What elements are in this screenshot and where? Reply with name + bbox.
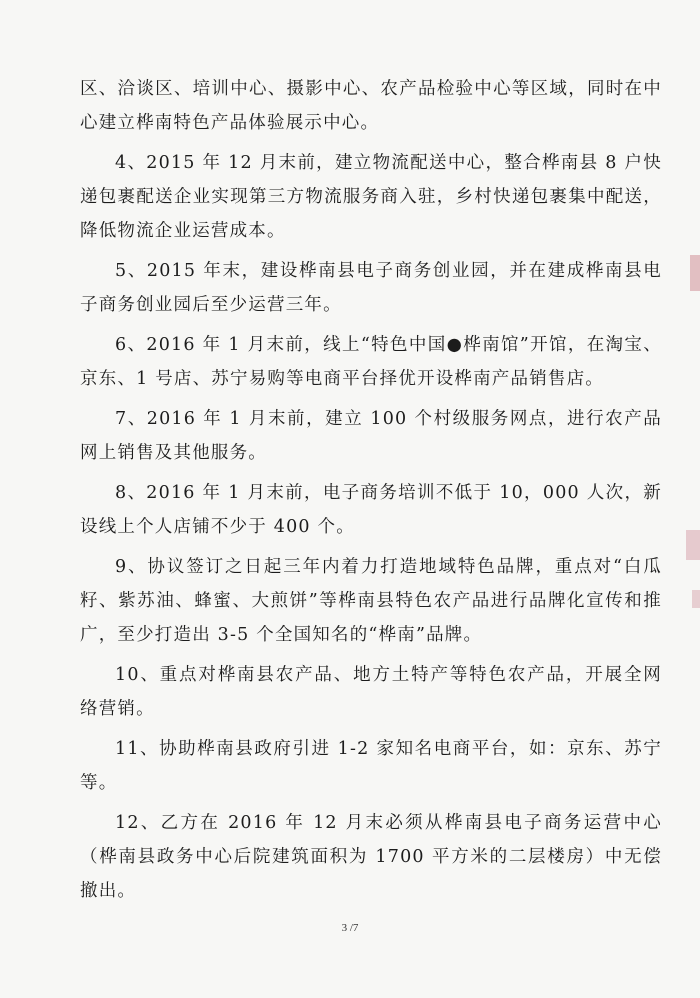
paragraph-item-10: 10、重点对桦南县农产品、地方土特产等特色农产品，开展全网络营销。	[80, 665, 662, 719]
paragraph-item-11: 11、协助桦南县政府引进 1-2 家知名电商平台，如：京东、苏宁等。	[80, 739, 662, 793]
seal-edge-mark	[690, 255, 700, 291]
page-number: 3 /7	[341, 922, 359, 934]
seal-edge-mark	[686, 530, 700, 560]
paragraph-item-7: 7、2016 年 1 月末前，建立 100 个村级服务网点，进行农产品网上销售及其他服务。	[80, 409, 662, 463]
paragraph-item-8: 8、2016 年 1 月末前，电子商务培训不低于 10，000 人次，新设线上个人店铺不少于 400 个。	[80, 483, 662, 537]
paragraph-item-12: 12、乙方在 2016 年 12 月末必须从桦南县电子商务运营中心（桦南县政务中心后院建筑面积为 1700 平方米的二层楼房）中无偿撤出。	[80, 813, 662, 901]
paragraph-item-6: 6、2016 年 1 月末前，线上“特色中国●桦南馆”开馆，在淘宝、京东、1 号店、苏宁易购等电商平台择优开设桦南产品销售店。	[80, 335, 662, 389]
paragraph-item-9: 9、协议签订之日起三年内着力打造地域特色品牌，重点对“白瓜籽、紫苏油、蜂蜜、大煎饼”等桦南县特色农产品进行品牌化宣传和推广，至少打造出 3-5 个全国知名的“桦南”品牌。	[80, 557, 662, 645]
paragraph-item-4: 4、2015 年 12 月末前，建立物流配送中心，整合桦南县 8 户快递包裹配送企业实现第三方物流服务商入驻，乡村快递包裹集中配送，降低物流企业运营成本。	[80, 153, 662, 241]
paragraph-item-5: 5、2015 年末，建设桦南县电子商务创业园，并在建成桦南县电子商务创业园后至少运营三年。	[80, 261, 662, 315]
document-body	[80, 72, 662, 914]
paragraph-continuation: 区、洽谈区、培训中心、摄影中心、农产品检验中心等区域，同时在中心建立桦南特色产品体验展示中心。	[80, 79, 662, 133]
seal-edge-mark	[692, 590, 700, 608]
